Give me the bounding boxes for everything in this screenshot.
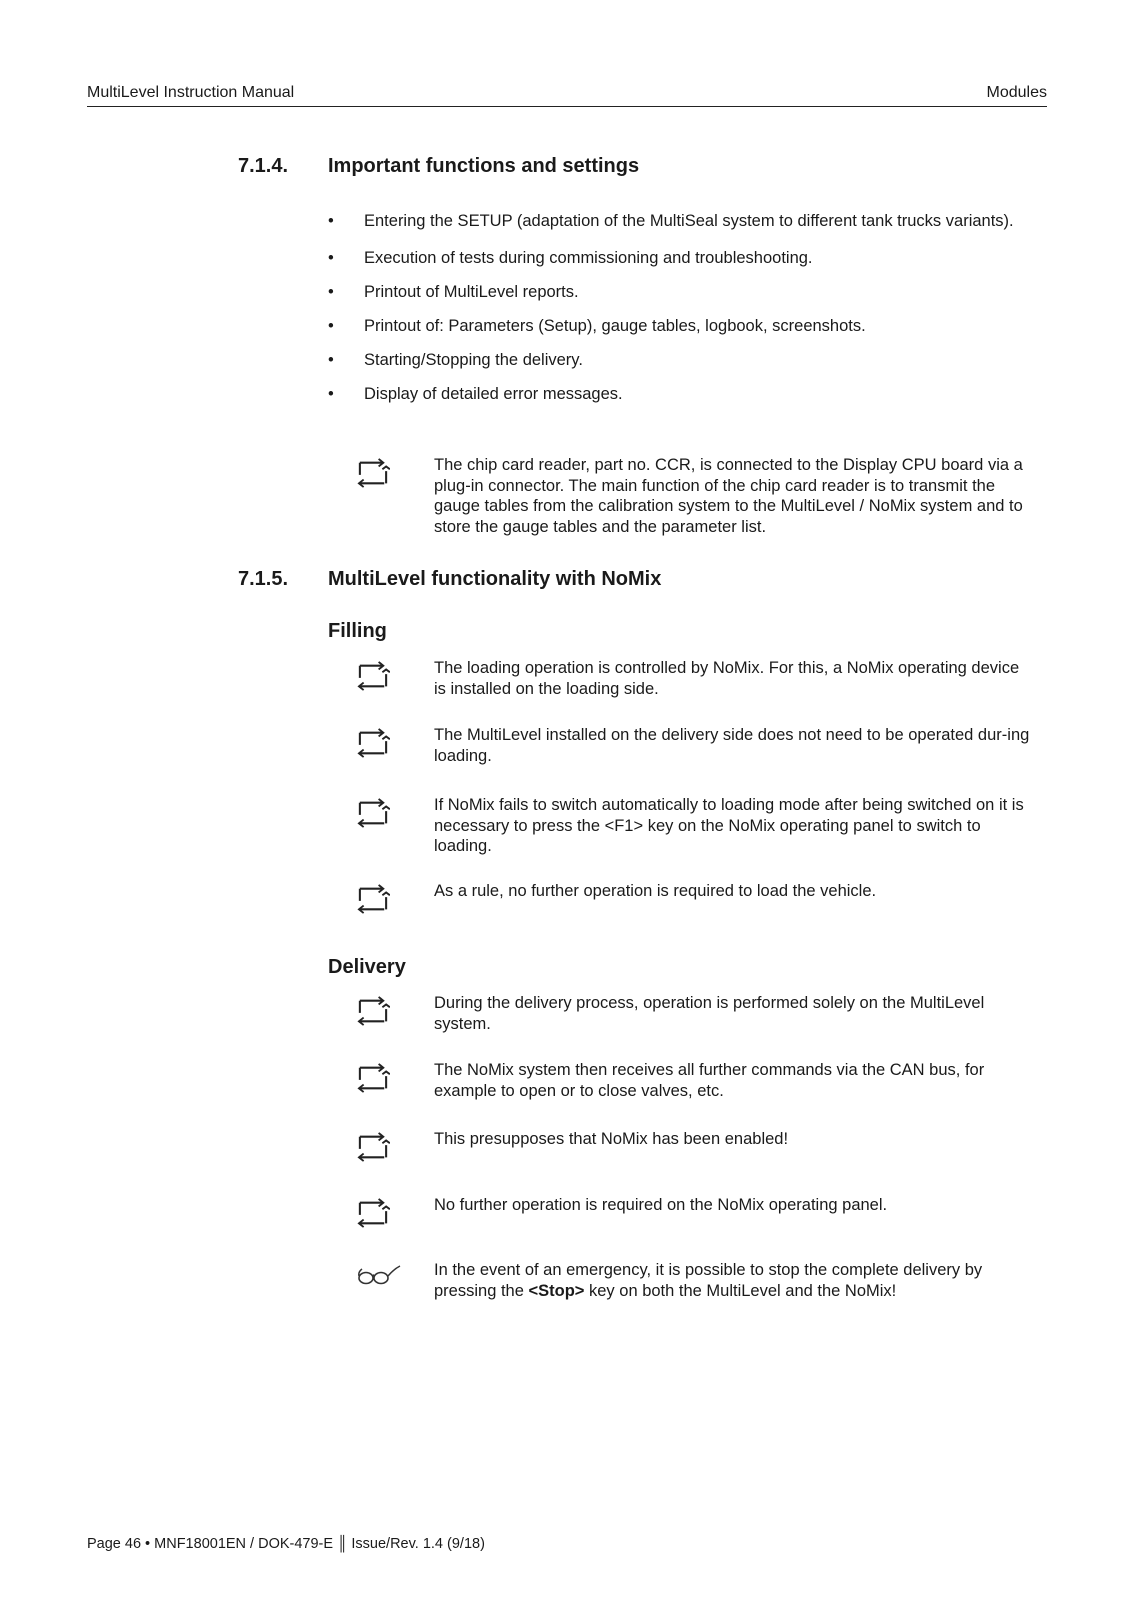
note-text: The chip card reader, part no. CCR, is connected to the Display CPU board via a plug-in connector. The main function of the chip card reader is to transmit the gauge tables from the calibration system to the MultiLevel / NoMix system and to store the gauge tables and the parameter list. xyxy=(434,456,1023,536)
warning-note xyxy=(356,1260,1036,1301)
note-arrows-icon xyxy=(356,795,434,857)
header-section: Modules xyxy=(986,84,1047,101)
note-arrows-icon xyxy=(356,725,434,766)
section-heading-715 xyxy=(238,568,661,591)
note-arrows-icon xyxy=(356,658,434,699)
delivery-heading: Delivery xyxy=(328,956,406,978)
header-title: MultiLevel Instruction Manual xyxy=(87,84,295,101)
section-title: MultiLevel functionality with NoMix xyxy=(328,568,662,590)
note-delivery xyxy=(356,1060,1036,1101)
note-text: No further operation is required on the NoMix operating panel. xyxy=(434,1196,888,1214)
note-text: The loading operation is controlled by NoMix. For this, a NoMix operating device is installed on the loading side. xyxy=(434,659,1020,698)
function-list xyxy=(328,210,1048,405)
list-item: • Entering the SETUP (adaptation of the MultiSeal system to different tank trucks variants). xyxy=(328,210,1048,232)
note-filling xyxy=(356,658,1036,699)
list-item: • Printout of: Parameters (Setup), gauge tables, logbook, screenshots. xyxy=(328,315,1048,337)
note-arrows-icon xyxy=(356,1195,434,1228)
note-delivery xyxy=(356,1195,1036,1228)
note-text: During the delivery process, operation is performed solely on the MultiLevel system. xyxy=(434,994,985,1033)
note-text: The NoMix system then receives all further commands via the CAN bus, for example to open or to close valves, etc. xyxy=(434,1061,985,1100)
section-number: 7.1.4. xyxy=(238,155,289,177)
list-item: • Display of detailed error messages. xyxy=(328,383,1048,405)
note-arrows-icon xyxy=(356,455,434,537)
list-item: • Starting/Stopping the delivery. xyxy=(328,349,1048,371)
note-filling xyxy=(356,881,1036,914)
stop-key-label: <Stop> xyxy=(528,1281,585,1300)
note-arrows-icon xyxy=(356,1060,434,1101)
section-heading-714 xyxy=(238,155,639,178)
section-number: 7.1.5. xyxy=(238,568,289,590)
page-header xyxy=(87,84,1047,107)
note-text: If NoMix fails to switch automatically to loading mode after being switched on it is necessary to press the <F1> key on the NoMix operating panel to switch to loading. xyxy=(434,796,1024,855)
note-delivery xyxy=(356,1129,1036,1162)
note-delivery xyxy=(356,993,1036,1034)
filling-heading: Filling xyxy=(328,620,387,642)
warning-text-start: In the event of an emergency, it is possible to stop the complete delivery by pressing the xyxy=(434,1261,983,1300)
section-title: Important functions and settings xyxy=(328,155,640,177)
note-arrows-icon xyxy=(356,1129,434,1162)
note-text: This presupposes that NoMix has been enabled! xyxy=(434,1130,789,1148)
glasses-icon xyxy=(356,1260,434,1301)
list-item: • Execution of tests during commissioning and troubleshooting. xyxy=(328,247,1048,269)
warning-text xyxy=(434,1260,1034,1301)
note-text: The MultiLevel installed on the delivery side does not need to be operated dur-ing loading. xyxy=(434,726,1030,765)
note-filling xyxy=(356,795,1036,857)
note-chip-card xyxy=(356,455,1036,537)
note-text: As a rule, no further operation is required to load the vehicle. xyxy=(434,882,877,900)
page-footer: Page 46 • MNF18001EN / DOK-479-E ║ Issue/Rev. 1.4 (9/18) xyxy=(87,1536,485,1552)
note-filling xyxy=(356,725,1036,766)
warning-text-end: key on both the MultiLevel and the NoMix! xyxy=(584,1281,897,1300)
note-arrows-icon xyxy=(356,993,434,1034)
note-arrows-icon xyxy=(356,881,434,914)
list-item: • Printout of MultiLevel reports. xyxy=(328,281,1048,303)
